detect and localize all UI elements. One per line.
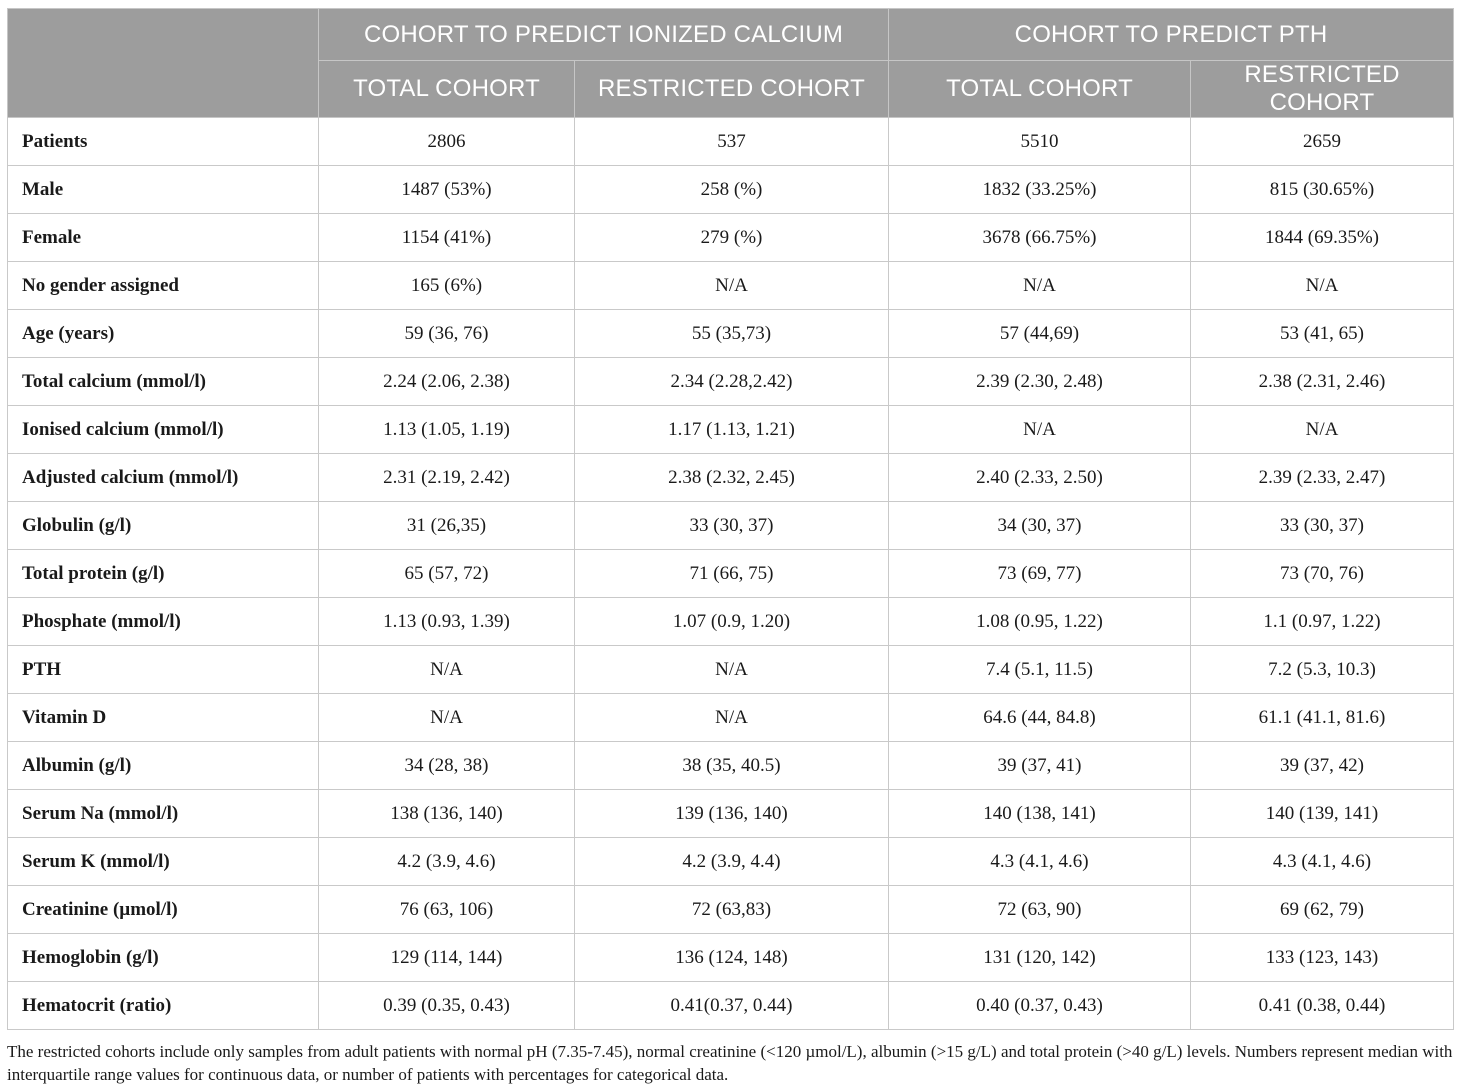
table-cell: 4.2 (3.9, 4.6)	[319, 838, 575, 886]
row-label: Total protein (g/l)	[8, 550, 319, 598]
table-cell: 140 (139, 141)	[1191, 790, 1454, 838]
table-cell: 2.38 (2.31, 2.46)	[1191, 358, 1454, 406]
table-cell: 38 (35, 40.5)	[575, 742, 889, 790]
table-row	[8, 358, 1454, 406]
table-cell: 59 (36, 76)	[319, 310, 575, 358]
table-cell: 64.6 (44, 84.8)	[889, 694, 1191, 742]
table-cell: 537	[575, 118, 889, 166]
table-row	[8, 310, 1454, 358]
table-footnote: The restricted cohorts include only samples from adult patients with normal pH (7.35-7.45), normal creatinine (<120 µmol/L), albumin (>15 g/L) and total protein (>40 g/L) levels. Numbers represent median with interquartile range values for continuous data, or number of patients with percentages for categorical data.	[7, 1042, 1453, 1084]
table-cell: 31 (26,35)	[319, 502, 575, 550]
row-label: Globulin (g/l)	[8, 502, 319, 550]
table-cell: 65 (57, 72)	[319, 550, 575, 598]
table-cell: N/A	[889, 262, 1191, 310]
subheader-total-cohort-ica: TOTAL COHORT	[319, 61, 575, 118]
table-cell: 133 (123, 143)	[1191, 934, 1454, 982]
table-cell: 138 (136, 140)	[319, 790, 575, 838]
table-cell: 139 (136, 140)	[575, 790, 889, 838]
table-cell: 4.3 (4.1, 4.6)	[1191, 838, 1454, 886]
table-cell: 5510	[889, 118, 1191, 166]
table-cell: 1.07 (0.9, 1.20)	[575, 598, 889, 646]
table-cell: 1487 (53%)	[319, 166, 575, 214]
table-cell: 1.1 (0.97, 1.22)	[1191, 598, 1454, 646]
table-row	[8, 886, 1454, 934]
table-row	[8, 838, 1454, 886]
table-cell: 72 (63, 90)	[889, 886, 1191, 934]
table-cell: 73 (70, 76)	[1191, 550, 1454, 598]
table-cell: 73 (69, 77)	[889, 550, 1191, 598]
table-cell: 34 (30, 37)	[889, 502, 1191, 550]
table-cell: 0.41 (0.38, 0.44)	[1191, 982, 1454, 1030]
row-label: Serum Na (mmol/l)	[8, 790, 319, 838]
table-cell: 53 (41, 65)	[1191, 310, 1454, 358]
table-cell: 33 (30, 37)	[575, 502, 889, 550]
row-label: Male	[8, 166, 319, 214]
table-cell: N/A	[319, 694, 575, 742]
row-label: Female	[8, 214, 319, 262]
table-cell: 0.40 (0.37, 0.43)	[889, 982, 1191, 1030]
table-row	[8, 934, 1454, 982]
table-cell: 34 (28, 38)	[319, 742, 575, 790]
table-cell: 279 (%)	[575, 214, 889, 262]
table-cell: 72 (63,83)	[575, 886, 889, 934]
table-cell: 69 (62, 79)	[1191, 886, 1454, 934]
table-cell: 2.31 (2.19, 2.42)	[319, 454, 575, 502]
table-cell: N/A	[575, 646, 889, 694]
table-cell: 1.13 (1.05, 1.19)	[319, 406, 575, 454]
table-row	[8, 454, 1454, 502]
table-row	[8, 166, 1454, 214]
row-label: Creatinine (µmol/l)	[8, 886, 319, 934]
table-row	[8, 502, 1454, 550]
row-label: No gender assigned	[8, 262, 319, 310]
table-row	[8, 694, 1454, 742]
table-cell: N/A	[575, 694, 889, 742]
header-empty-cell	[8, 9, 319, 118]
table-row	[8, 118, 1454, 166]
table-cell: 1844 (69.35%)	[1191, 214, 1454, 262]
table-cell: N/A	[319, 646, 575, 694]
table-cell: 39 (37, 42)	[1191, 742, 1454, 790]
row-label: Ionised calcium (mmol/l)	[8, 406, 319, 454]
table-cell: 140 (138, 141)	[889, 790, 1191, 838]
row-label: Phosphate (mmol/l)	[8, 598, 319, 646]
table-cell: 131 (120, 142)	[889, 934, 1191, 982]
row-label: Albumin (g/l)	[8, 742, 319, 790]
table-row	[8, 406, 1454, 454]
table-cell: 61.1 (41.1, 81.6)	[1191, 694, 1454, 742]
row-label: Hematocrit (ratio)	[8, 982, 319, 1030]
table-cell: 76 (63, 106)	[319, 886, 575, 934]
table-row	[8, 742, 1454, 790]
table-cell: 55 (35,73)	[575, 310, 889, 358]
table-cell: 0.39 (0.35, 0.43)	[319, 982, 575, 1030]
table-row	[8, 550, 1454, 598]
table-cell: 71 (66, 75)	[575, 550, 889, 598]
table-cell: N/A	[1191, 406, 1454, 454]
subheader-restricted-cohort-pth: RESTRICTED COHORT	[1191, 61, 1454, 118]
row-label: PTH	[8, 646, 319, 694]
group-header-row	[8, 9, 1454, 61]
table-cell: N/A	[1191, 262, 1454, 310]
subheader-total-cohort-pth: TOTAL COHORT	[889, 61, 1191, 118]
table-row	[8, 214, 1454, 262]
table-row	[8, 262, 1454, 310]
table-cell: 0.41(0.37, 0.44)	[575, 982, 889, 1030]
table-cell: 7.2 (5.3, 10.3)	[1191, 646, 1454, 694]
cohort-table	[7, 8, 1454, 1030]
table-cell: 2.39 (2.33, 2.47)	[1191, 454, 1454, 502]
table-cell: 1.17 (1.13, 1.21)	[575, 406, 889, 454]
table-cell: 2.24 (2.06, 2.38)	[319, 358, 575, 406]
row-label: Total calcium (mmol/l)	[8, 358, 319, 406]
group-header-pth: COHORT TO PREDICT PTH	[889, 9, 1454, 61]
table-cell: 3678 (66.75%)	[889, 214, 1191, 262]
table-cell: 4.2 (3.9, 4.4)	[575, 838, 889, 886]
table-cell: 2.34 (2.28,2.42)	[575, 358, 889, 406]
group-header-ionized-calcium: COHORT TO PREDICT IONIZED CALCIUM	[319, 9, 889, 61]
table-cell: 258 (%)	[575, 166, 889, 214]
row-label: Adjusted calcium (mmol/l)	[8, 454, 319, 502]
subheader-restricted-cohort-ica: RESTRICTED COHORT	[575, 61, 889, 118]
row-label: Serum K (mmol/l)	[8, 838, 319, 886]
row-label: Vitamin D	[8, 694, 319, 742]
table-row	[8, 790, 1454, 838]
table-row	[8, 598, 1454, 646]
table-cell: 2659	[1191, 118, 1454, 166]
row-label: Hemoglobin (g/l)	[8, 934, 319, 982]
table-cell: 4.3 (4.1, 4.6)	[889, 838, 1191, 886]
table-cell: N/A	[575, 262, 889, 310]
table-row	[8, 982, 1454, 1030]
table-cell: 2.39 (2.30, 2.48)	[889, 358, 1191, 406]
table-cell: 2.38 (2.32, 2.45)	[575, 454, 889, 502]
row-label: Patients	[8, 118, 319, 166]
table-row	[8, 646, 1454, 694]
table-cell: 136 (124, 148)	[575, 934, 889, 982]
table-cell: 57 (44,69)	[889, 310, 1191, 358]
table-body	[8, 118, 1454, 1030]
table-cell: 7.4 (5.1, 11.5)	[889, 646, 1191, 694]
table-cell: 129 (114, 144)	[319, 934, 575, 982]
table-cell: 33 (30, 37)	[1191, 502, 1454, 550]
table-cell: 1832 (33.25%)	[889, 166, 1191, 214]
table-cell: N/A	[889, 406, 1191, 454]
table-cell: 1154 (41%)	[319, 214, 575, 262]
table-cell: 2806	[319, 118, 575, 166]
table-cell: 1.08 (0.95, 1.22)	[889, 598, 1191, 646]
table-cell: 1.13 (0.93, 1.39)	[319, 598, 575, 646]
table-cell: 2.40 (2.33, 2.50)	[889, 454, 1191, 502]
table-cell: 165 (6%)	[319, 262, 575, 310]
table-cell: 39 (37, 41)	[889, 742, 1191, 790]
row-label: Age (years)	[8, 310, 319, 358]
table-cell: 815 (30.65%)	[1191, 166, 1454, 214]
